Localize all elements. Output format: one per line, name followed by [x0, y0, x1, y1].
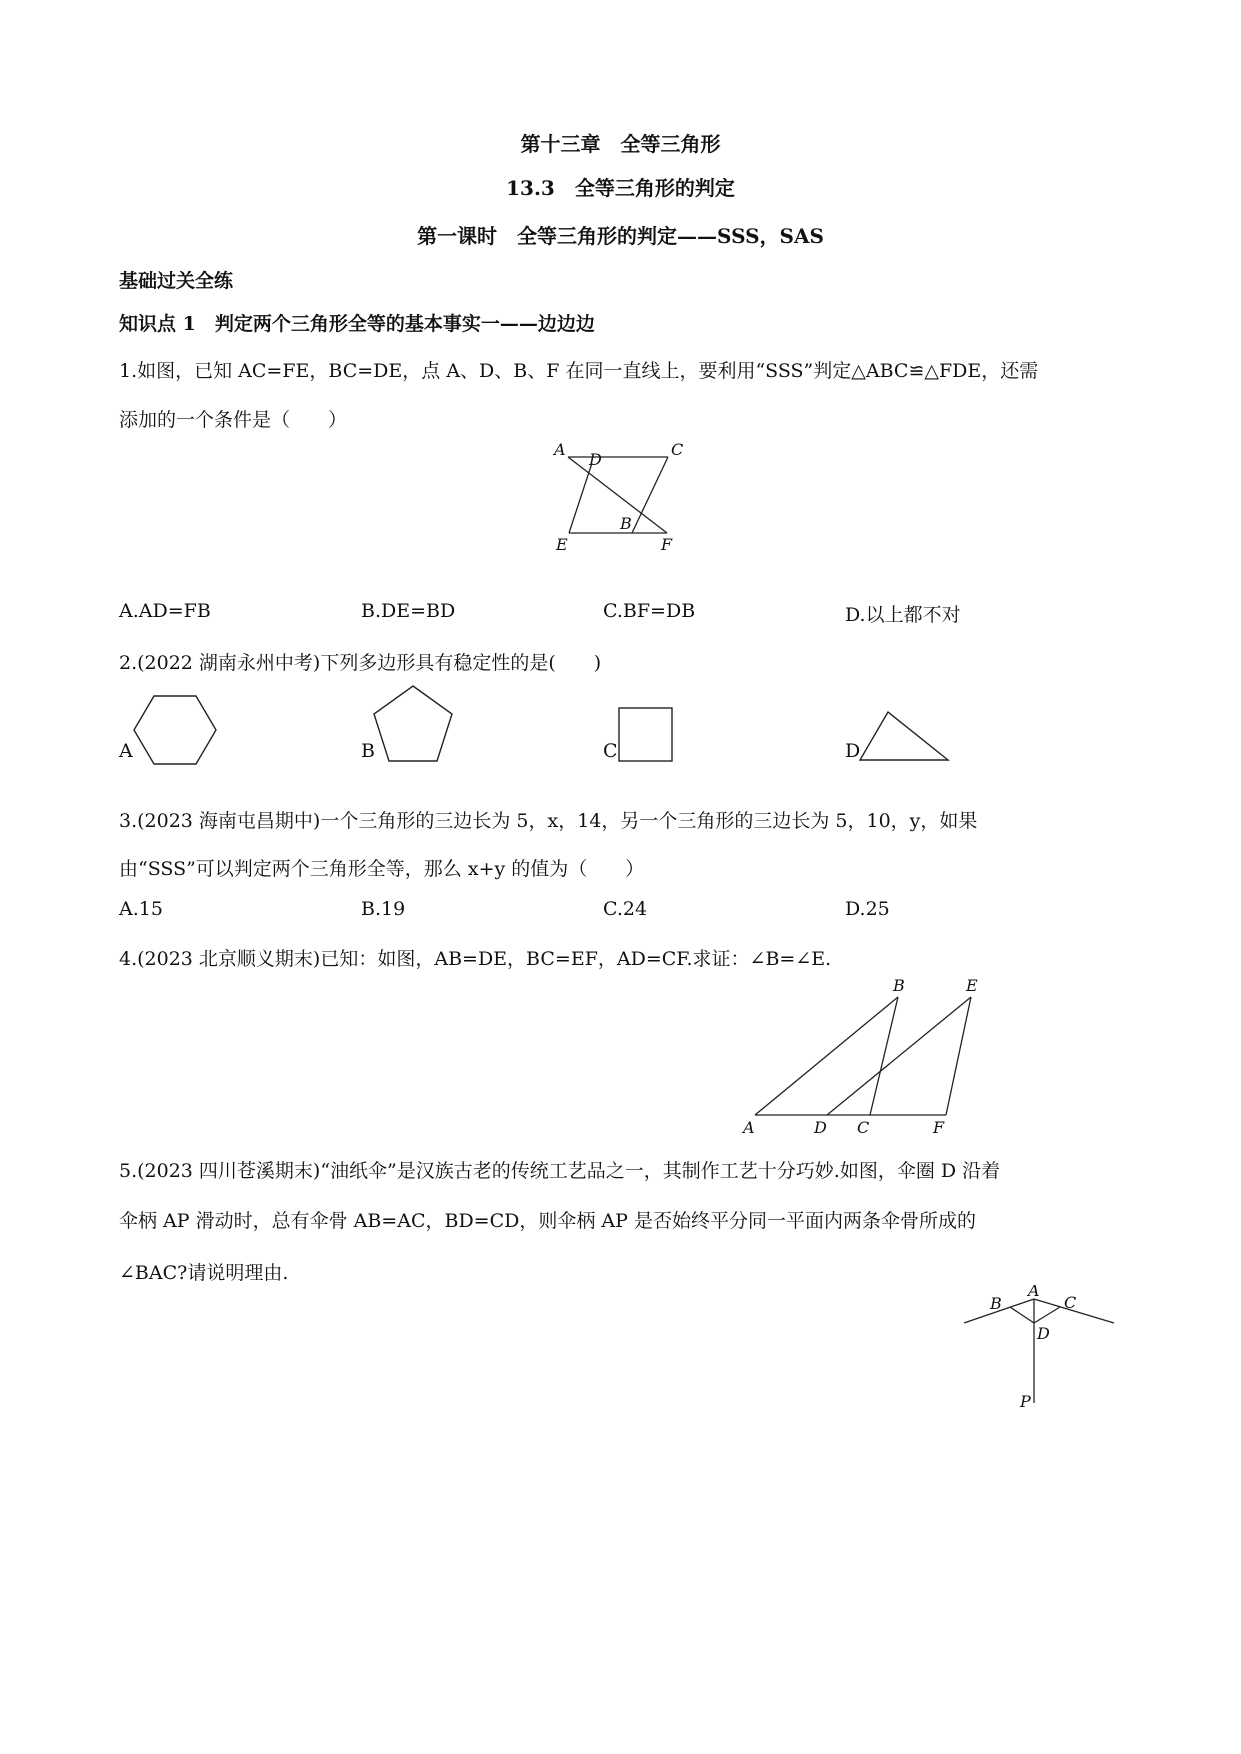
label-b: B [893, 976, 905, 995]
q5-line2: 伞柄 AP 滑动时，总有伞骨 AB=AC，BD=CD，则伞柄 AP 是否始终平分同一平面内两条伞骨所成的 [119, 1210, 976, 1232]
q3-option-d: D.25 [845, 898, 890, 920]
square-icon [618, 707, 674, 763]
label-e: E [966, 976, 978, 995]
knowledge-point: 知识点 1 判定两个三角形全等的基本事实一——边边边 [119, 313, 595, 335]
q1-line1: 1.如图，已知 AC=FE，BC=DE，点 A、D、B、F 在同一直线上，要利用“SSS”判定△ABC≌△FDE，还需 [119, 360, 1039, 382]
q1-option-d: D.以上都不对 [845, 604, 961, 626]
q1-figure [540, 435, 700, 555]
q3-option-a: A.15 [119, 898, 163, 920]
label-a: A [743, 1118, 755, 1135]
label-d: D [814, 1118, 827, 1135]
q5-line3: ∠BAC?请说明理由. [119, 1262, 289, 1284]
q4-figure [735, 975, 1005, 1135]
segment-cb [632, 457, 668, 533]
q2-option-b: B [361, 740, 375, 762]
q2-option-d: D [845, 740, 861, 762]
label-c: C [857, 1118, 870, 1135]
segment-af [568, 457, 667, 533]
q1-line2: 添加的一个条件是（ ） [119, 409, 348, 431]
pentagon-icon [372, 684, 454, 764]
triangle-icon [858, 710, 950, 762]
segment-bc [870, 997, 898, 1115]
label-e: E [556, 535, 568, 554]
label-a: A [554, 440, 566, 459]
label-b: B [620, 514, 632, 533]
q3-option-b: B.19 [361, 898, 406, 920]
label-c: C [1064, 1293, 1077, 1312]
q2-text: 2.(2022 湖南永州中考)下列多边形具有稳定性的是( ) [119, 652, 602, 674]
label-a: A [1028, 1285, 1040, 1300]
q3-line1: 3.(2023 海南屯昌期中)一个三角形的三边长为 5，x，14，另一个三角形的三边长为 5，10，y，如果 [119, 810, 978, 832]
segment-ed [569, 463, 592, 533]
chapter-title: 第十三章 全等三角形 [520, 132, 721, 156]
q1-option-b: B.DE=BD [361, 600, 456, 622]
q2-option-c: C [603, 740, 618, 762]
section-title: 13.3 全等三角形的判定 [506, 176, 735, 200]
label-f: F [661, 535, 673, 554]
hexagon-icon [132, 694, 218, 766]
practice-title: 基础过关全练 [119, 270, 234, 292]
strut-cd [1034, 1307, 1060, 1323]
q5-umbrella-figure [960, 1285, 1130, 1410]
label-f: F [933, 1118, 945, 1135]
q1-option-a: A.AD=FB [119, 600, 211, 622]
q4-text: 4.(2023 北京顺义期末)已知：如图，AB=DE，BC=EF，AD=CF.求证：∠B=∠E. [119, 948, 832, 970]
label-d: D [589, 450, 602, 469]
q1-option-c: C.BF=DB [603, 600, 696, 622]
label-b: B [990, 1294, 1002, 1313]
q3-line2: 由“SSS”可以判定两个三角形全等，那么 x+y 的值为（ ） [119, 858, 645, 880]
lesson-title: 第一课时 全等三角形的判定——SSS，SAS [417, 224, 824, 248]
strut-bd [1010, 1307, 1034, 1323]
q5-line1: 5.(2023 四川苍溪期末)“油纸伞”是汉族古老的传统工艺品之一，其制作工艺十分巧妙.如图，伞圈 D 沿着 [119, 1160, 1001, 1182]
segment-ab [755, 997, 898, 1115]
label-c: C [671, 440, 684, 459]
label-p: P [1020, 1392, 1031, 1410]
q2-option-a: A [119, 740, 133, 762]
label-d: D [1037, 1324, 1050, 1343]
q3-option-c: C.24 [603, 898, 648, 920]
